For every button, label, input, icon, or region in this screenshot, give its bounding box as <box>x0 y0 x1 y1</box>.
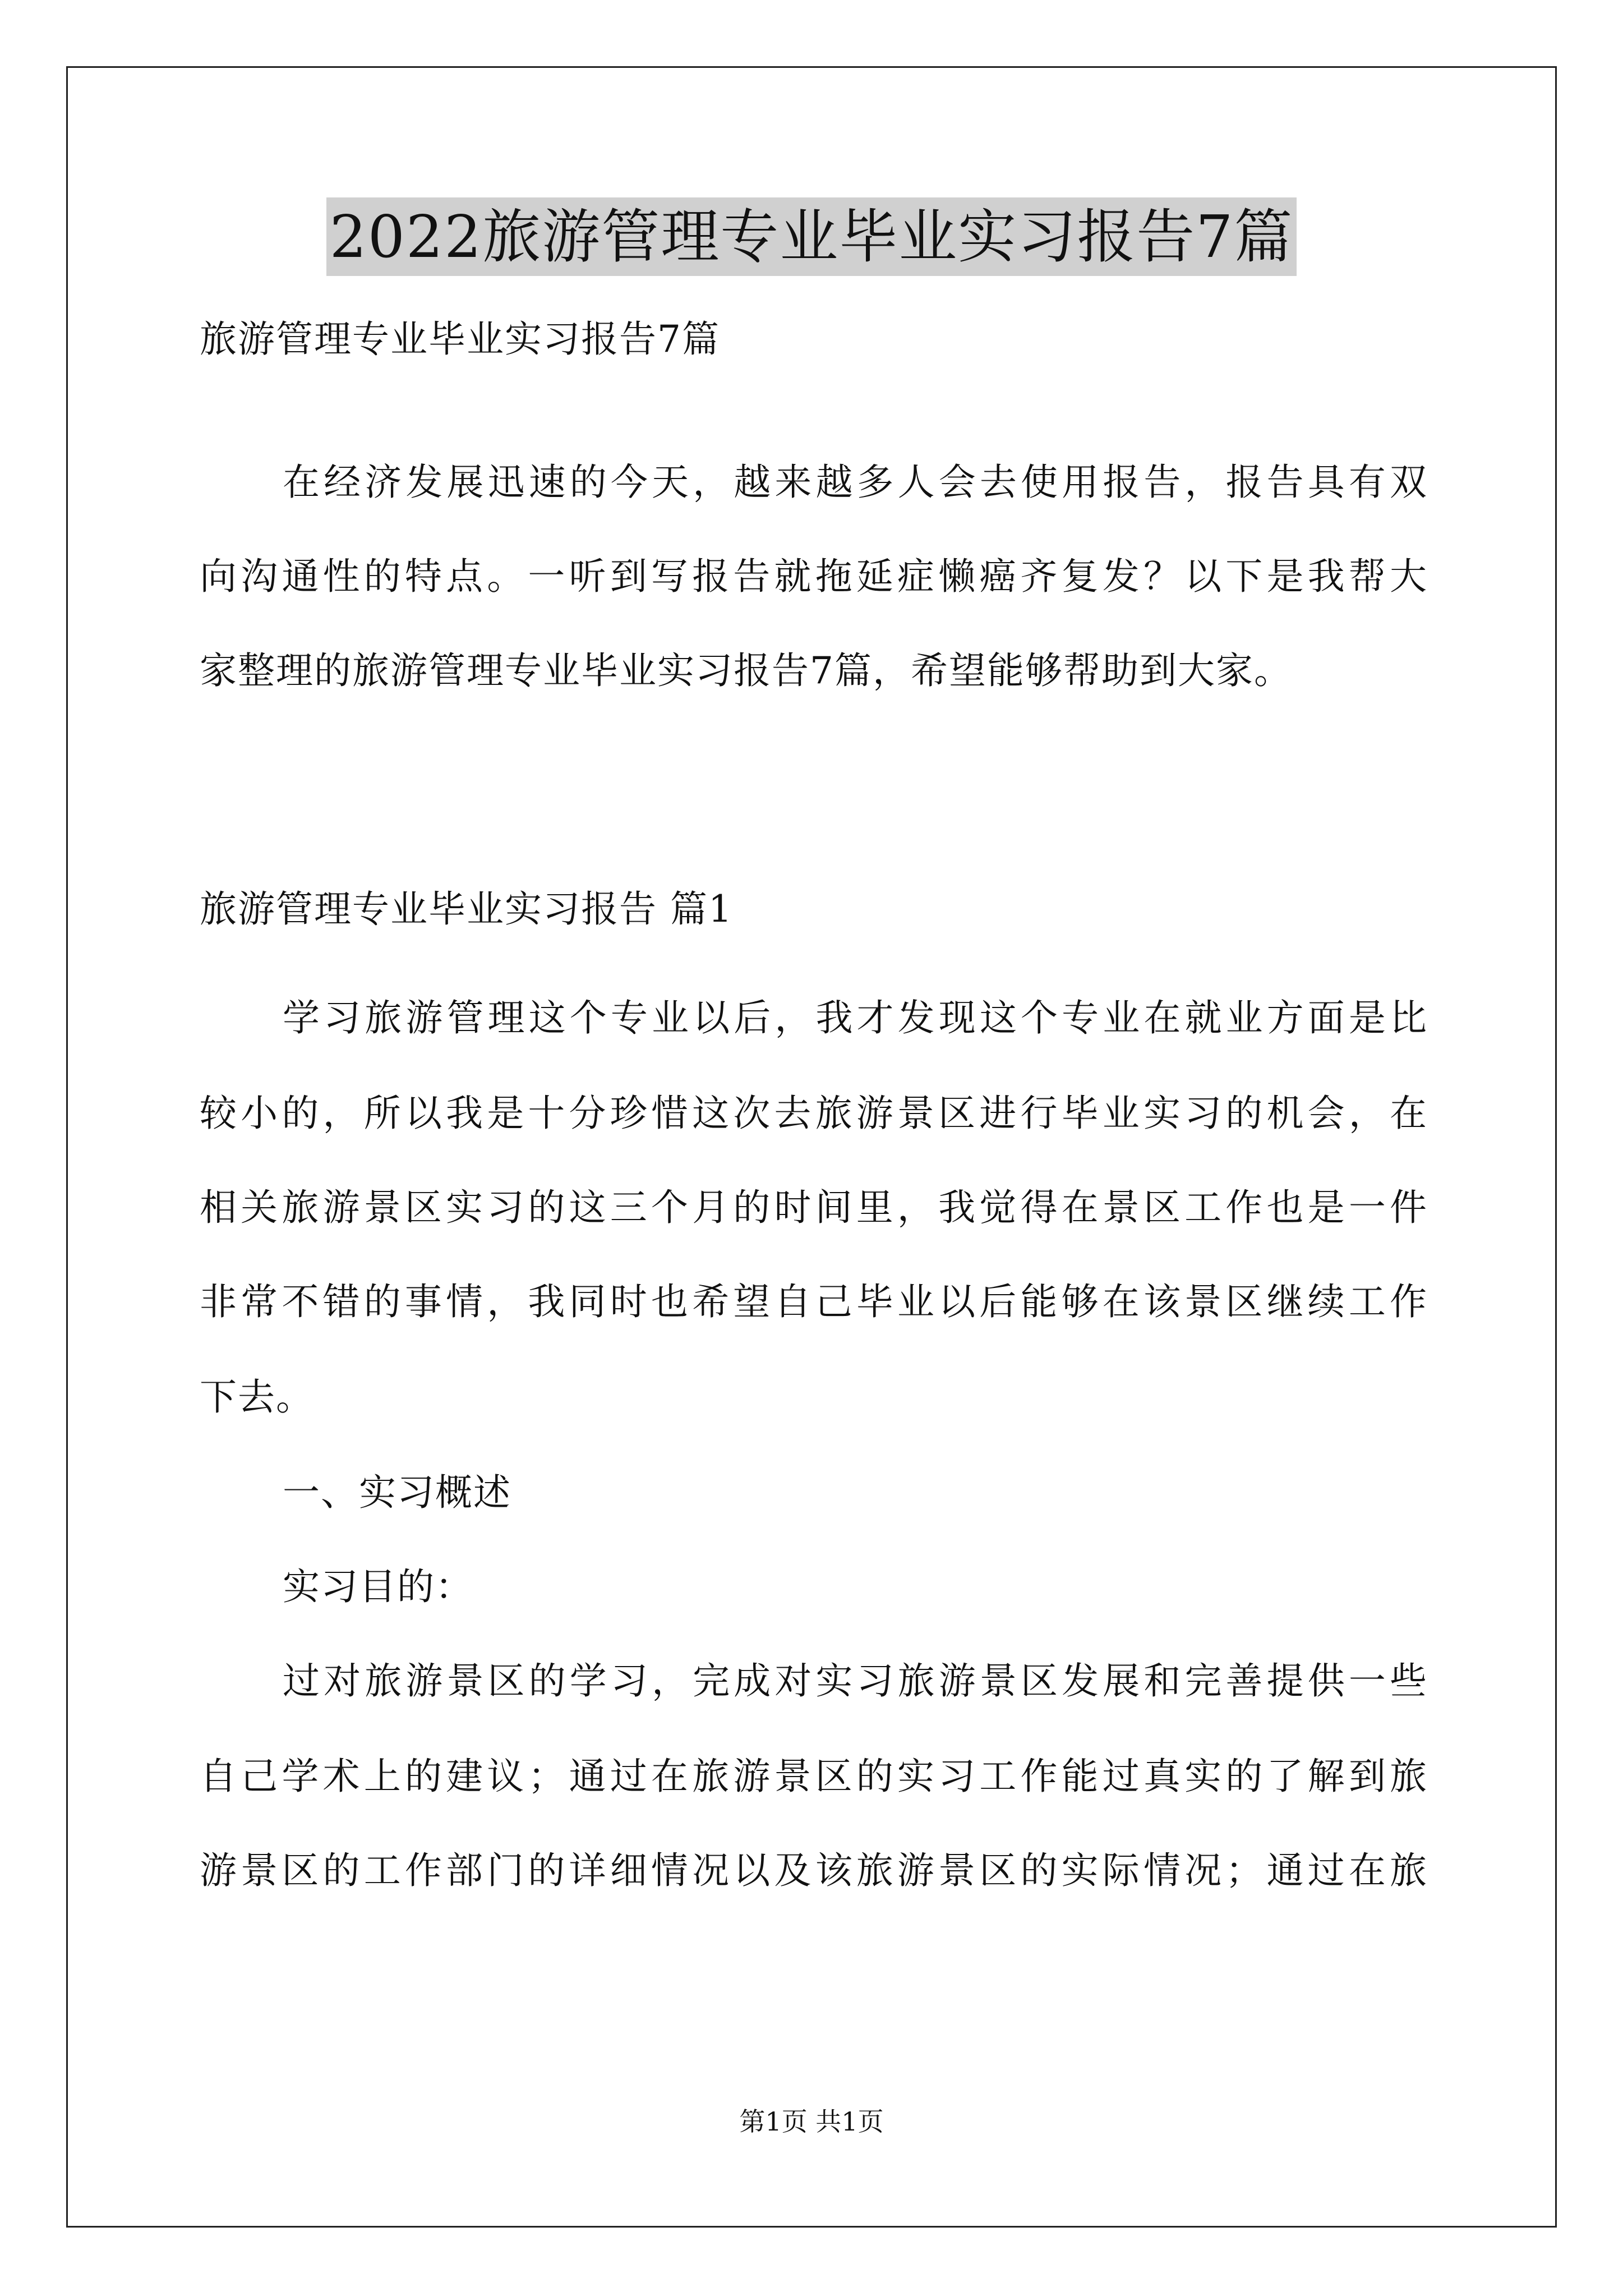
overview-heading: 一、实习概述 <box>283 1471 511 1514</box>
purpose-heading: 实习目的： <box>283 1565 473 1608</box>
section-line-2: 较小的，所以我是十分珍惜这次去旅游景区进行毕业实习的机会，在 <box>200 1092 1428 1135</box>
section-heading: 旅游管理专业毕业实习报告 篇1 <box>200 887 733 931</box>
section-line-4: 非常不错的事情，我同时也希望自己毕业以后能够在该景区继续工作 <box>200 1280 1428 1323</box>
section-line-1: 学习旅游管理这个专业以后，我才发现这个专业在就业方面是比 <box>283 996 1428 1039</box>
purpose-line-1: 过对旅游景区的学习，完成对实习旅游景区发展和完善提供一些 <box>283 1659 1428 1703</box>
document-title: 2022旅游管理专业毕业实习报告7篇 <box>326 197 1297 276</box>
section-line-3: 相关旅游景区实习的这三个月的时间里，我觉得在景区工作也是一件 <box>200 1186 1428 1229</box>
page-footer: 第1页 共1页 <box>739 2106 884 2137</box>
purpose-line-2: 自己学术上的建议；通过在旅游景区的实习工作能过真实的了解到旅 <box>200 1755 1428 1798</box>
section-line-5: 下去。 <box>200 1375 314 1419</box>
title-container <box>0 197 1623 276</box>
intro-line-3: 家整理的旅游管理专业毕业实习报告7篇，希望能够帮助到大家。 <box>200 649 1292 692</box>
document-subtitle: 旅游管理专业毕业实习报告7篇 <box>200 318 720 361</box>
page-border <box>66 66 1557 2228</box>
intro-line-2: 向沟通性的特点。一听到写报告就拖延症懒癌齐复发？以下是我帮大 <box>200 555 1428 598</box>
purpose-line-3: 游景区的工作部门的详细情况以及该旅游景区的实际情况；通过在旅 <box>200 1849 1428 1892</box>
intro-line-1: 在经济发展迅速的今天，越来越多人会去使用报告，报告具有双 <box>283 461 1428 504</box>
